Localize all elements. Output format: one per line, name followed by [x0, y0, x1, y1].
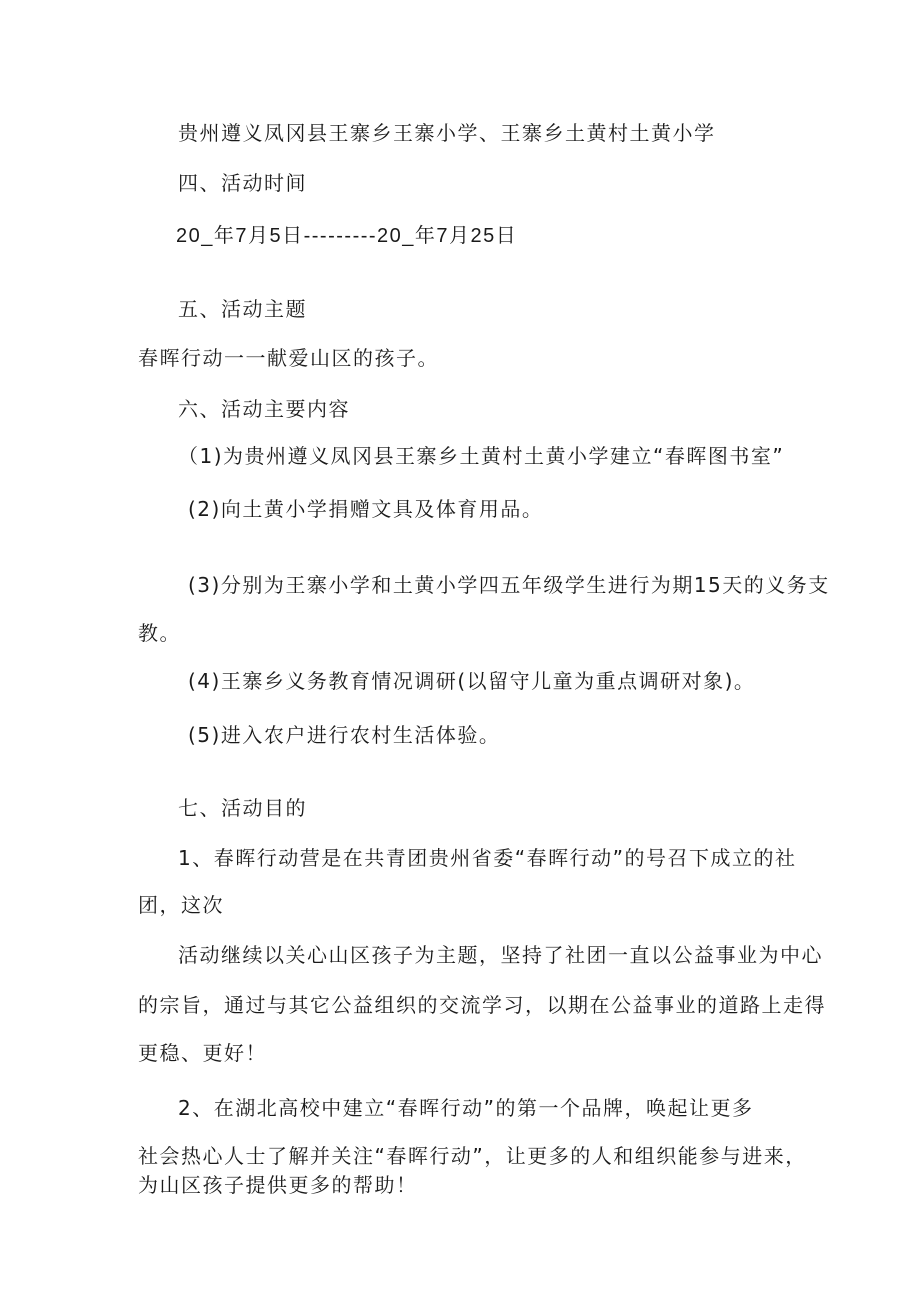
- section-heading-time: 四、活动时间: [178, 171, 307, 195]
- purpose-1-line-3: 活动继续以关心山区孩子为主题，坚持了社团一直以公益事业为中心: [178, 943, 823, 967]
- purpose-2-line-1: 2、在湖北高校中建立“春晖行动”的第一个品牌，唤起让更多: [178, 1096, 754, 1120]
- section-heading-content: 六、活动主要内容: [178, 397, 350, 421]
- content-item-4: (4)王寨乡义务教育情况调研(以留守儿童为重点调研对象)。: [188, 669, 756, 693]
- section-heading-theme: 五、活动主题: [178, 297, 307, 321]
- purpose-1-line-5: 更稳、更好！: [138, 1041, 267, 1065]
- school-names-line: 贵州遵义凤冈县王寨乡王寨小学、王寨乡土黄村土黄小学: [178, 121, 716, 145]
- purpose-1-line-1: 1、春晖行动营是在共青团贵州省委“春晖行动”的号召下成立的社: [178, 846, 797, 870]
- theme-text: 春晖行动一一献爱山区的孩子。: [138, 346, 439, 370]
- purpose-1-line-2: 团，这次: [138, 893, 224, 917]
- content-item-1: （1)为贵州遵义凤冈县王寨乡土黄村土黄小学建立“春晖图书室”: [178, 444, 785, 468]
- section-heading-purpose: 七、活动目的: [178, 796, 307, 820]
- content-item-2: (2)向土黄小学捐赠文具及体育用品。: [188, 497, 544, 521]
- content-item-5: (5)进入农户进行农村生活体验。: [188, 723, 501, 747]
- content-item-3: (3)分别为王寨小学和土黄小学四五年级学生进行为期15天的义务支: [188, 573, 830, 597]
- purpose-2-line-3: 为山区孩子提供更多的帮助！: [138, 1173, 418, 1197]
- purpose-2-line-2: 社会热心人士了解并关注“春晖行动”，让更多的人和组织能参与进来，: [138, 1144, 807, 1168]
- purpose-1-line-4: 的宗旨，通过与其它公益组织的交流学习，以期在公益事业的道路上走得: [138, 993, 826, 1017]
- activity-dates: 20_年7月5日---------20_年7月25日: [176, 225, 518, 247]
- content-item-3-continued: 教。: [138, 621, 181, 645]
